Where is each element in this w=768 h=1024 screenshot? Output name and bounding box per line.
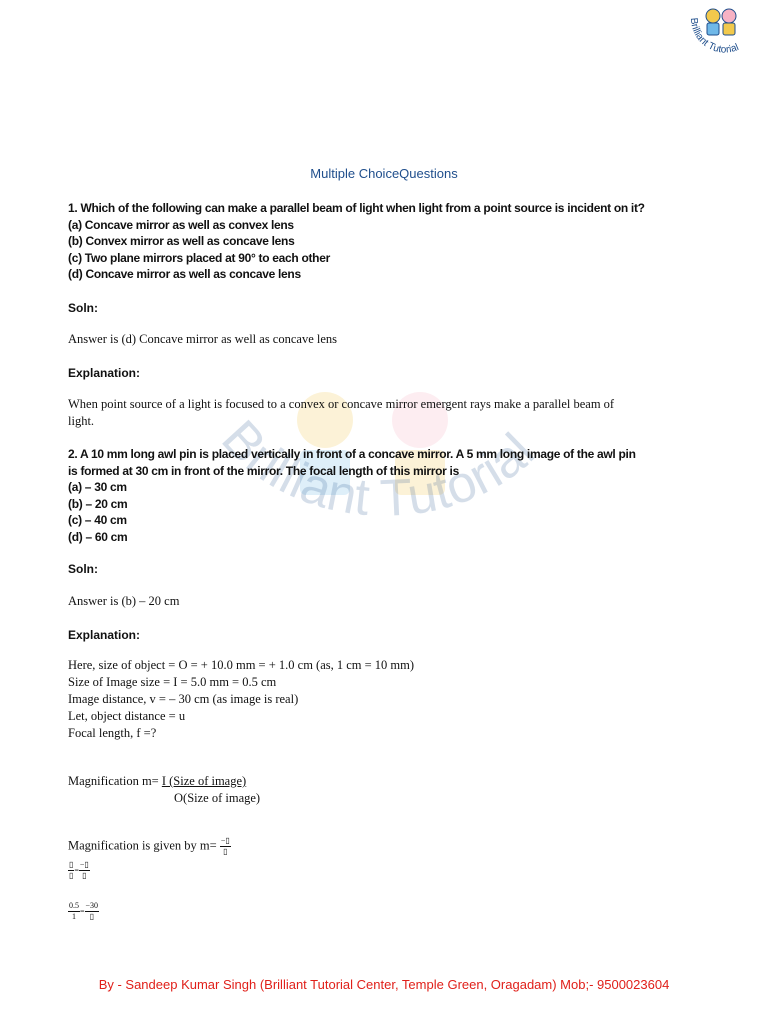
q1-option-b: (b) Convex mirror as well as concave lens	[68, 234, 295, 248]
q2-line-2: Size of Image size = I = 5.0 mm = 0.5 cm	[68, 675, 277, 689]
question-2-line-2: is formed at 30 cm in front of the mirror. The focal length of this mirror is	[68, 463, 459, 478]
q1-option-a: (a) Concave mirror as well as convex lens	[68, 217, 294, 232]
q2-explanation-lines	[68, 657, 728, 742]
given-numerator: −▯	[220, 836, 230, 845]
page-title: Multiple ChoiceQuestions	[310, 166, 458, 181]
eq2-lhs	[68, 901, 80, 922]
q2-line-1: Here, size of object = O = + 10.0 mm = + 1.0 cm (as, 1 cm = 10 mm)	[68, 658, 415, 672]
question-1: 1. Which of the following can make a parallel beam of light when light from a point source is incident on it?	[68, 201, 645, 215]
q2-soln-label: Soln:	[68, 562, 98, 576]
watermark-text: Brilliant Tutorial	[210, 409, 546, 529]
q2-answer: Answer is (b) – 20 cm	[68, 594, 180, 608]
q1-option-c: (c) Two plane mirrors placed at 90° to each other	[68, 250, 330, 265]
eq2-rhs-num: −30	[85, 901, 99, 910]
eq1-equals: =	[74, 866, 79, 875]
magnification-numerator: I (Size of image)	[161, 774, 247, 788]
magnification-prefix: Magnification m=	[68, 774, 162, 788]
q2-option-c: (c) – 40 cm	[68, 513, 127, 527]
question-2-block	[68, 446, 728, 545]
equation-1	[68, 860, 90, 881]
eq1-rhs-den: ▯	[82, 871, 87, 880]
eq1-rhs-num: −▯	[79, 860, 89, 869]
logo-text: Brilliant Tutorial	[687, 17, 741, 56]
equation-2	[68, 901, 99, 922]
q1-soln-label: Soln:	[68, 301, 98, 315]
given-text: Magnification is given by m=	[68, 838, 217, 853]
given-denominator: ▯	[223, 847, 228, 856]
eq2-rhs-den: ▯	[89, 912, 94, 921]
question-2-line-1: 2. A 10 mm long awl pin is placed vertically in front of a concave mirror. A 5 mm long image of the awl pin	[68, 447, 636, 461]
q1-answer: Answer is (d) Concave mirror as well as concave lens	[68, 332, 338, 346]
magnification-formula	[68, 773, 246, 790]
document-body	[68, 200, 708, 283]
q2-option-d: (d) – 60 cm	[68, 529, 128, 544]
q2-line-4: Let, object distance = u	[68, 709, 186, 723]
brilliant-tutorial-logo	[683, 4, 763, 62]
footer-credit: By - Sandeep Kumar Singh (Brilliant Tutorial Center, Temple Green, Oragadam) Mob;- 9500023604	[98, 977, 670, 992]
eq2-lhs-num: 0.5	[69, 901, 79, 910]
q2-option-b: (b) – 20 cm	[68, 496, 128, 511]
q2-explanation-label: Explanation:	[68, 628, 141, 642]
q2-line-5: Focal length, f =?	[68, 726, 157, 740]
magnification-denominator: O(Size of image)	[174, 791, 261, 805]
q1-explanation	[68, 396, 728, 430]
q2-option-a: (a) – 30 cm	[68, 480, 127, 494]
eq1-lhs-den: ▯	[69, 871, 74, 880]
q1-option-d: (d) Concave mirror as well as concave lens	[68, 267, 301, 281]
given-formula	[68, 836, 231, 857]
q1-explanation-label: Explanation:	[68, 366, 141, 380]
eq2-rhs	[85, 901, 100, 922]
eq2-lhs-den: 1	[72, 912, 76, 921]
q2-line-3: Image distance, v = – 30 cm (as image is real)	[68, 692, 299, 706]
given-fraction	[220, 836, 231, 857]
q1-explanation-line-1: When point source of a light is focused to a convex or concave mirror emergent rays make a parallel beam of	[68, 397, 615, 411]
q1-explanation-line-2: light.	[68, 414, 95, 428]
eq2-equals: =	[80, 907, 85, 916]
eq1-rhs	[79, 860, 90, 881]
eq1-lhs-num: ▯	[69, 860, 74, 869]
